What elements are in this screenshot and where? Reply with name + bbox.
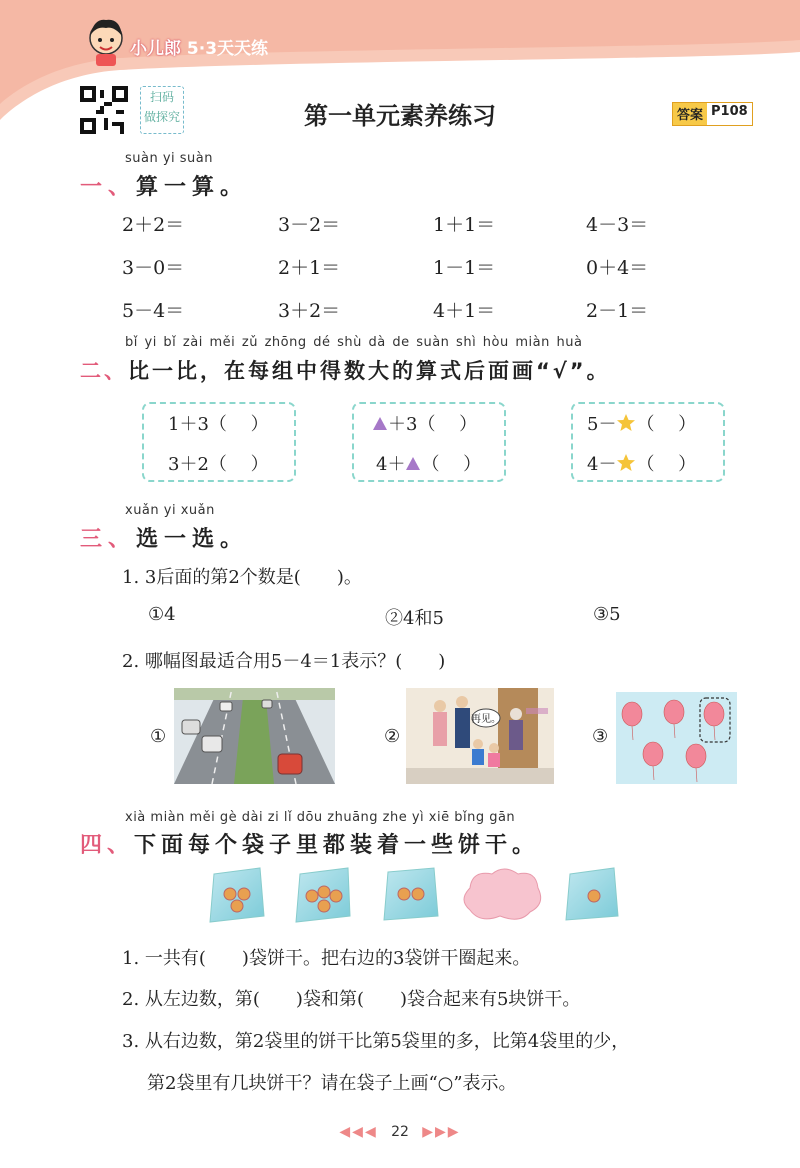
equation-cell[interactable]: 1－1＝ [433,257,496,279]
footer-arrows-right: ▶▶▶ [422,1124,461,1140]
brand-name: 小儿郎 [130,39,181,59]
star-icon [616,453,636,472]
s3-title: 选一选。 [136,527,249,552]
equation-cell[interactable]: 3＋2＝ [278,300,341,322]
s2-group-1 [142,402,296,482]
s2-g3-line1[interactable] [587,410,696,436]
cookie-bags-row [200,864,630,928]
equation-cell[interactable]: 2＋2＝ [122,214,185,236]
cookie-bag-1[interactable] [210,868,264,922]
page-title: 第一单元素养练习 [304,102,496,130]
s3-pic-label-2: ② [384,726,401,747]
equation-cell[interactable]: 1＋1＝ [433,214,496,236]
cookie-bag-3[interactable] [384,868,438,920]
s2-group-3 [571,402,725,482]
s4-question-1[interactable]: 1. 一共有( )袋饼干。把右边的3袋饼干圈起来。 [122,948,531,969]
page-number: 22 [391,1124,409,1140]
s2-g3-line2[interactable] [587,450,696,476]
cookie-bag-2[interactable] [296,868,350,922]
s1-heading [80,170,248,201]
page-footer [0,1124,800,1140]
family-goodbye-picture[interactable] [406,688,554,784]
equation-cell[interactable]: 4－3＝ [586,214,649,236]
equation-cell[interactable]: 5－4＝ [122,300,185,322]
answer-badge [672,102,753,126]
equation-cell[interactable]: 2－1＝ [586,300,649,322]
s3-question-2[interactable]: 2. 哪幅图最适合用5－4＝1表示？( ) [122,651,446,672]
star-icon [616,413,636,432]
s4-question-2[interactable]: 2. 从左边数，第( )袋和第( )袋合起来有5块饼干。 [122,989,581,1010]
s2-g2-line2-post: （ ） [421,454,482,475]
equation-cell[interactable]: 0＋4＝ [586,257,649,279]
equation-cell[interactable]: 4＋1＝ [433,300,496,322]
equation-cell[interactable]: 3－0＝ [122,257,185,279]
footer-arrows-left: ◀◀◀ [339,1124,378,1140]
s3-pic-label-1: ① [150,726,167,747]
equation-cell[interactable]: 3－2＝ [278,214,341,236]
road-cars-picture[interactable] [174,688,335,784]
brand-logo [130,34,268,59]
s1-number: 一、 [80,175,137,200]
equation-cell[interactable]: 2＋1＝ [278,257,341,279]
s2-g2-line2[interactable] [376,450,481,476]
s4-number: 四、 [80,833,135,858]
s2-g3-line1-pre: 5－ [587,414,617,435]
s2-heading [80,355,611,385]
balloons-picture[interactable] [616,692,737,784]
s1-pinyin: suàn yi suàn [125,151,214,166]
s3-heading [80,522,248,553]
s2-g2-line2-pre: 4＋ [376,454,406,475]
s3-question-1[interactable]: 1. 3后面的第2个数是( )。 [122,567,362,588]
s2-g3-line2-pre: 4－ [587,454,617,475]
scan-label-line2: 做探究 [143,110,180,124]
s2-g2-line1-text: ＋3（ ） [388,414,478,435]
s4-heading [80,828,539,859]
s3-q1-option-3[interactable]: ③5 [593,604,621,625]
s4-question-3b[interactable]: 第2袋里有几块饼干？请在袋子上画“○”表示。 [147,1073,517,1094]
brand-series: 5·3天天练 [186,39,269,59]
s2-g3-line1-post: （ ） [636,414,697,435]
cookie-bag-4[interactable] [464,869,541,919]
s4-title: 下面每个袋子里都装着一些饼干。 [134,833,540,858]
s2-g3-line2-post: （ ） [636,454,697,475]
triangle-icon [405,456,421,471]
s2-number: 二、 [80,359,128,383]
s3-number: 三、 [80,527,137,552]
s4-pinyin: xià miàn měi gè dài zi lǐ dōu zhuāng zhe yì xiē bǐng gān [125,810,516,825]
answer-label: 答案 [677,108,704,123]
triangle-icon [372,416,388,431]
scan-label-line1: 扫码 [149,90,174,104]
s3-pic-label-3: ③ [592,726,609,747]
s4-question-3a[interactable]: 3. 从右边数，第2袋里的饼干比第5袋里的多，比第4袋里的少， [122,1031,630,1052]
s2-pinyin: bǐ yi bǐ zài měi zǔ zhōng dé shù dà de suàn shì hòu miàn huà [125,335,583,350]
s3-q1-option-2[interactable]: ②4和5 [385,608,444,629]
s1-title: 算一算。 [136,175,249,200]
cookie-bag-5[interactable] [566,868,618,920]
s2-g1-line2[interactable]: 3＋2（ ） [168,454,269,475]
s3-q1-option-1[interactable]: ①4 [148,604,176,625]
boy-mascot-icon [84,14,128,68]
s2-g2-line1[interactable] [372,410,477,436]
speech-bubble-text: 再见。 [471,714,501,725]
s2-title: 比一比，在每组中得数大的算式后面画“√”。 [128,359,611,383]
s2-group-2 [352,402,506,482]
s2-g1-line1[interactable]: 1＋3（ ） [168,414,269,435]
s3-pinyin: xuǎn yi xuǎn [125,503,215,518]
answer-page: P108 [707,103,752,125]
